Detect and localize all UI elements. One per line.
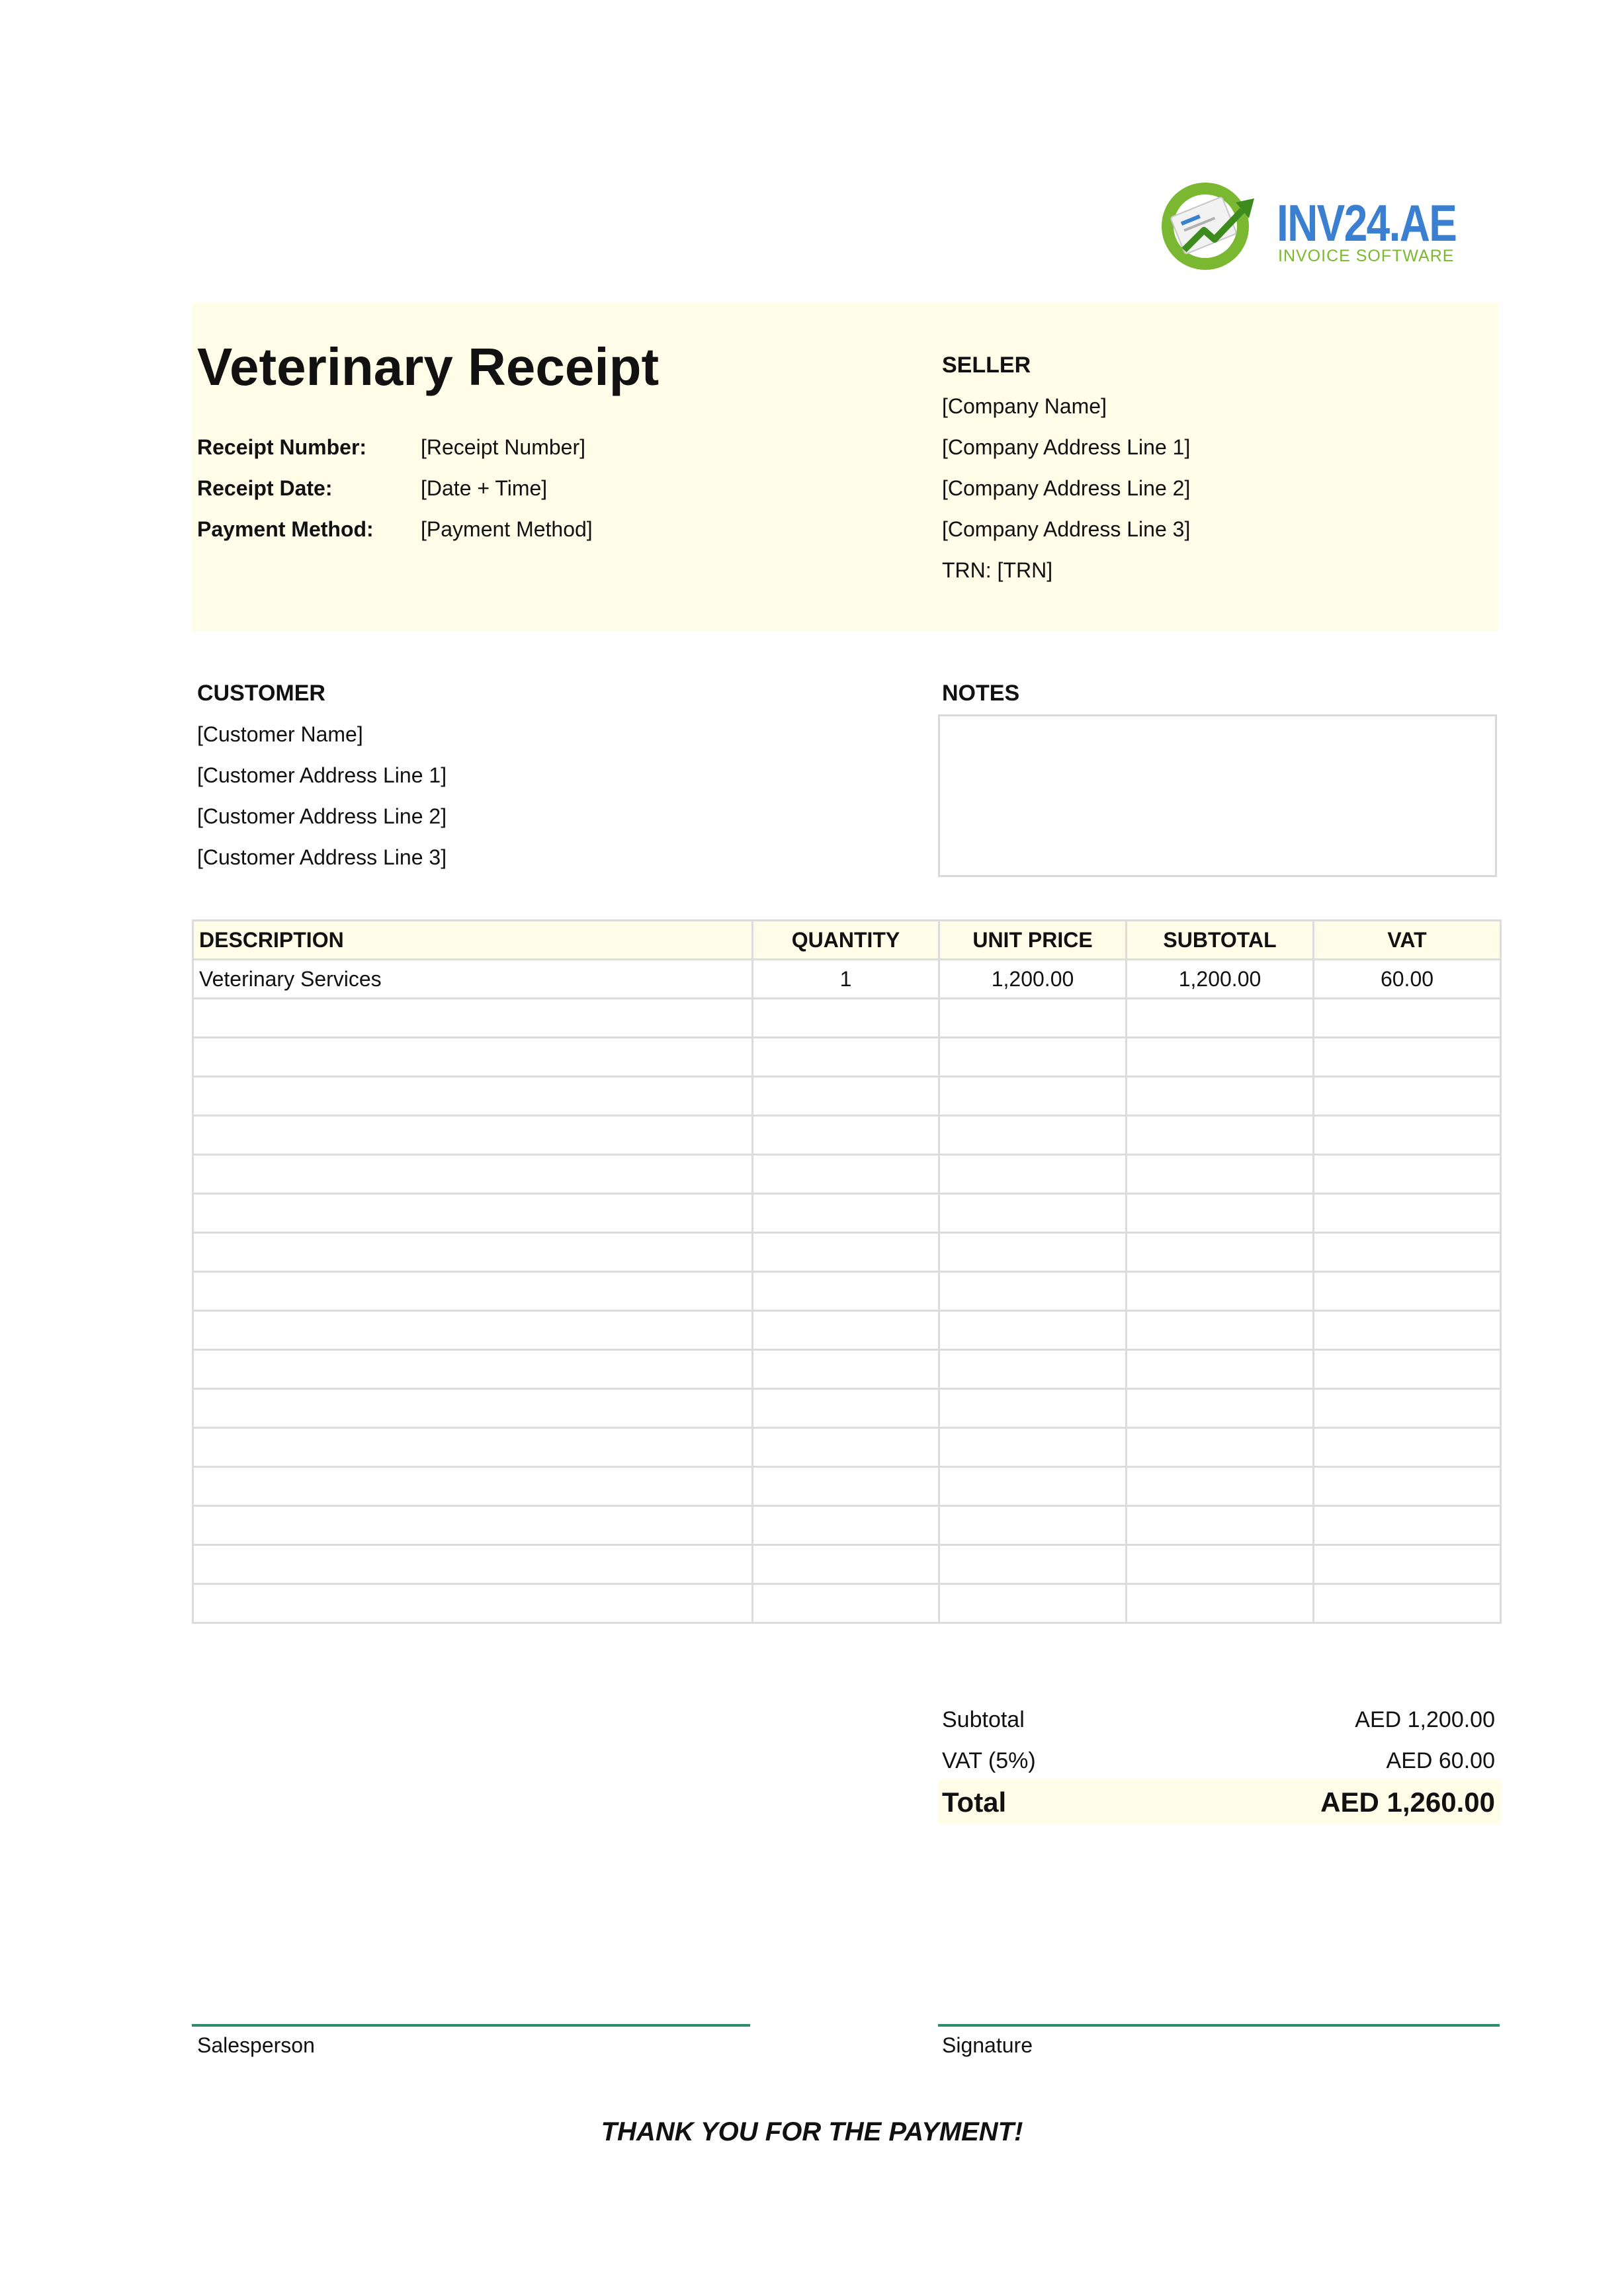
cell-unit-price[interactable] — [939, 1233, 1127, 1272]
cell-description[interactable] — [193, 1038, 753, 1077]
cell-subtotal[interactable] — [1127, 1545, 1314, 1584]
cell-subtotal[interactable] — [1127, 1194, 1314, 1233]
customer-name: [Customer Name] — [197, 722, 363, 746]
cell-quantity[interactable] — [753, 1077, 939, 1116]
seller-company-name: [Company Name] — [942, 394, 1107, 418]
cell-description[interactable] — [193, 1194, 753, 1233]
cell-description[interactable] — [193, 1350, 753, 1389]
table-row — [193, 1350, 1501, 1389]
table-row — [193, 1389, 1501, 1428]
cell-vat[interactable] — [1314, 1584, 1501, 1623]
cell-description[interactable] — [193, 1311, 753, 1350]
customer-address-line-2: [Customer Address Line 2] — [197, 804, 447, 828]
cell-unit-price[interactable] — [939, 1311, 1127, 1350]
cell-unit-price[interactable] — [939, 1272, 1127, 1311]
header-vat: VAT — [1314, 921, 1501, 960]
company-logo — [1158, 179, 1475, 278]
cell-unit-price[interactable] — [939, 1584, 1127, 1623]
cell-unit-price[interactable] — [939, 1428, 1127, 1467]
seller-address-line-1: [Company Address Line 1] — [942, 435, 1191, 459]
cell-unit-price[interactable] — [939, 1350, 1127, 1389]
seller-address-line-2: [Company Address Line 2] — [942, 476, 1191, 500]
header-unit-price: UNIT PRICE — [939, 921, 1127, 960]
cell-quantity[interactable] — [753, 1350, 939, 1389]
table-row — [193, 1272, 1501, 1311]
cell-quantity[interactable] — [753, 1311, 939, 1350]
table-row — [193, 1467, 1501, 1506]
cell-quantity[interactable] — [753, 1428, 939, 1467]
cell-vat[interactable] — [1314, 1233, 1501, 1272]
vat-label: VAT (5%) — [942, 1748, 1036, 1773]
salesperson-signature-line[interactable] — [192, 2024, 750, 2027]
table-row — [193, 1506, 1501, 1545]
cell-unit-price[interactable] — [939, 1467, 1127, 1506]
items-body — [193, 960, 1501, 1623]
cell-subtotal[interactable] — [1127, 1467, 1314, 1506]
cell-quantity[interactable] — [753, 1467, 939, 1506]
salesperson-label: Salesperson — [197, 2033, 315, 2057]
subtotal-value: AED 1,200.00 — [1355, 1707, 1495, 1732]
cell-vat[interactable] — [1314, 1272, 1501, 1311]
cell-subtotal[interactable] — [1127, 1116, 1314, 1155]
cell-description[interactable] — [193, 1428, 753, 1467]
seller-address-line-3: [Company Address Line 3] — [942, 517, 1191, 541]
header-quantity: QUANTITY — [753, 921, 939, 960]
cell-unit-price[interactable]: 1,200.00 — [939, 960, 1127, 999]
signature-label: Signature — [942, 2033, 1033, 2057]
thank-you-message: THANK YOU FOR THE PAYMENT! — [601, 2117, 1023, 2146]
vat-value: AED 60.00 — [1386, 1748, 1495, 1773]
cell-description[interactable] — [193, 1272, 753, 1311]
cell-subtotal[interactable]: 1,200.00 — [1127, 960, 1314, 999]
cell-quantity[interactable]: 1 — [753, 960, 939, 999]
cell-unit-price[interactable] — [939, 999, 1127, 1038]
cell-description[interactable] — [193, 1389, 753, 1428]
receipt-number-label: Receipt Number: — [197, 435, 367, 459]
table-row — [193, 999, 1501, 1038]
cell-vat[interactable] — [1314, 1428, 1501, 1467]
table-row — [193, 1038, 1501, 1077]
payment-method-label: Payment Method: — [197, 517, 374, 541]
customer-title: CUSTOMER — [197, 681, 325, 706]
notes-box[interactable] — [938, 714, 1497, 877]
cell-description[interactable]: Veterinary Services — [193, 960, 753, 999]
cell-subtotal[interactable] — [1127, 1311, 1314, 1350]
cell-subtotal[interactable] — [1127, 1584, 1314, 1623]
table-row — [193, 1584, 1501, 1623]
cell-quantity[interactable] — [753, 1389, 939, 1428]
table-row — [193, 1311, 1501, 1350]
cell-subtotal[interactable] — [1127, 999, 1314, 1038]
cell-subtotal[interactable] — [1127, 1233, 1314, 1272]
cell-description[interactable] — [193, 1545, 753, 1584]
table-row — [193, 960, 1501, 999]
subtotal-label: Subtotal — [942, 1707, 1025, 1732]
cell-description[interactable] — [193, 1506, 753, 1545]
cell-quantity[interactable] — [753, 1545, 939, 1584]
table-row — [193, 1428, 1501, 1467]
cell-description[interactable] — [193, 1155, 753, 1194]
cell-subtotal[interactable] — [1127, 1389, 1314, 1428]
cell-quantity[interactable] — [753, 1584, 939, 1623]
table-row — [193, 1233, 1501, 1272]
cell-subtotal[interactable] — [1127, 1350, 1314, 1389]
cell-quantity[interactable] — [753, 1155, 939, 1194]
table-row — [193, 1116, 1501, 1155]
cell-quantity[interactable] — [753, 1233, 939, 1272]
total-label: Total — [942, 1787, 1007, 1818]
cell-quantity[interactable] — [753, 999, 939, 1038]
cell-subtotal[interactable] — [1127, 1272, 1314, 1311]
cell-subtotal[interactable] — [1127, 1038, 1314, 1077]
cell-vat[interactable] — [1314, 1389, 1501, 1428]
cell-quantity[interactable] — [753, 1116, 939, 1155]
items-header-row — [193, 921, 1501, 960]
seller-trn: TRN: [TRN] — [942, 558, 1053, 582]
customer-address-line-3: [Customer Address Line 3] — [197, 845, 447, 869]
notes-title: NOTES — [942, 681, 1020, 706]
cell-description[interactable] — [193, 1077, 753, 1116]
seller-title: SELLER — [942, 353, 1031, 378]
table-row — [193, 1194, 1501, 1233]
logo-icon — [1158, 179, 1270, 278]
total-value: AED 1,260.00 — [1320, 1787, 1495, 1818]
cell-vat[interactable] — [1314, 1467, 1501, 1506]
items-table — [192, 919, 1502, 1624]
signature-line[interactable] — [938, 2024, 1500, 2027]
table-row — [193, 1155, 1501, 1194]
cell-vat[interactable] — [1314, 1350, 1501, 1389]
header-description: DESCRIPTION — [193, 921, 753, 960]
receipt-date-label: Receipt Date: — [197, 476, 333, 500]
cell-unit-price[interactable] — [939, 1389, 1127, 1428]
cell-vat[interactable] — [1314, 1155, 1501, 1194]
logo-tagline: INVOICE SOFTWARE — [1278, 247, 1455, 265]
cell-unit-price[interactable] — [939, 1506, 1127, 1545]
cell-vat[interactable] — [1314, 1545, 1501, 1584]
cell-description[interactable] — [193, 999, 753, 1038]
cell-unit-price[interactable] — [939, 1038, 1127, 1077]
payment-method-value: [Payment Method] — [421, 517, 593, 541]
customer-address-line-1: [Customer Address Line 1] — [197, 763, 447, 787]
cell-subtotal[interactable] — [1127, 1506, 1314, 1545]
cell-subtotal[interactable] — [1127, 1155, 1314, 1194]
cell-vat[interactable] — [1314, 1038, 1501, 1077]
table-row — [193, 1077, 1501, 1116]
receipt-date-value: [Date + Time] — [421, 476, 548, 500]
receipt-number-value: [Receipt Number] — [421, 435, 585, 459]
document-title: Veterinary Receipt — [197, 337, 660, 396]
cell-vat[interactable]: 60.00 — [1314, 960, 1501, 999]
cell-vat[interactable] — [1314, 1077, 1501, 1116]
cell-subtotal[interactable] — [1127, 1077, 1314, 1116]
cell-description[interactable] — [193, 1116, 753, 1155]
cell-quantity[interactable] — [753, 1194, 939, 1233]
cell-description[interactable] — [193, 1233, 753, 1272]
cell-vat[interactable] — [1314, 1311, 1501, 1350]
table-row — [193, 1545, 1501, 1584]
cell-unit-price[interactable] — [939, 1194, 1127, 1233]
logo-brand-text: INV24.AE — [1277, 194, 1457, 252]
cell-unit-price[interactable] — [939, 1116, 1127, 1155]
cell-vat[interactable] — [1314, 1194, 1501, 1233]
cell-unit-price[interactable] — [939, 1155, 1127, 1194]
cell-vat[interactable] — [1314, 999, 1501, 1038]
header-subtotal: SUBTOTAL — [1127, 921, 1314, 960]
cell-subtotal[interactable] — [1127, 1428, 1314, 1467]
cell-vat[interactable] — [1314, 1506, 1501, 1545]
cell-description[interactable] — [193, 1584, 753, 1623]
cell-unit-price[interactable] — [939, 1077, 1127, 1116]
cell-quantity[interactable] — [753, 1038, 939, 1077]
cell-quantity[interactable] — [753, 1272, 939, 1311]
cell-quantity[interactable] — [753, 1506, 939, 1545]
cell-unit-price[interactable] — [939, 1545, 1127, 1584]
cell-description[interactable] — [193, 1467, 753, 1506]
cell-vat[interactable] — [1314, 1116, 1501, 1155]
